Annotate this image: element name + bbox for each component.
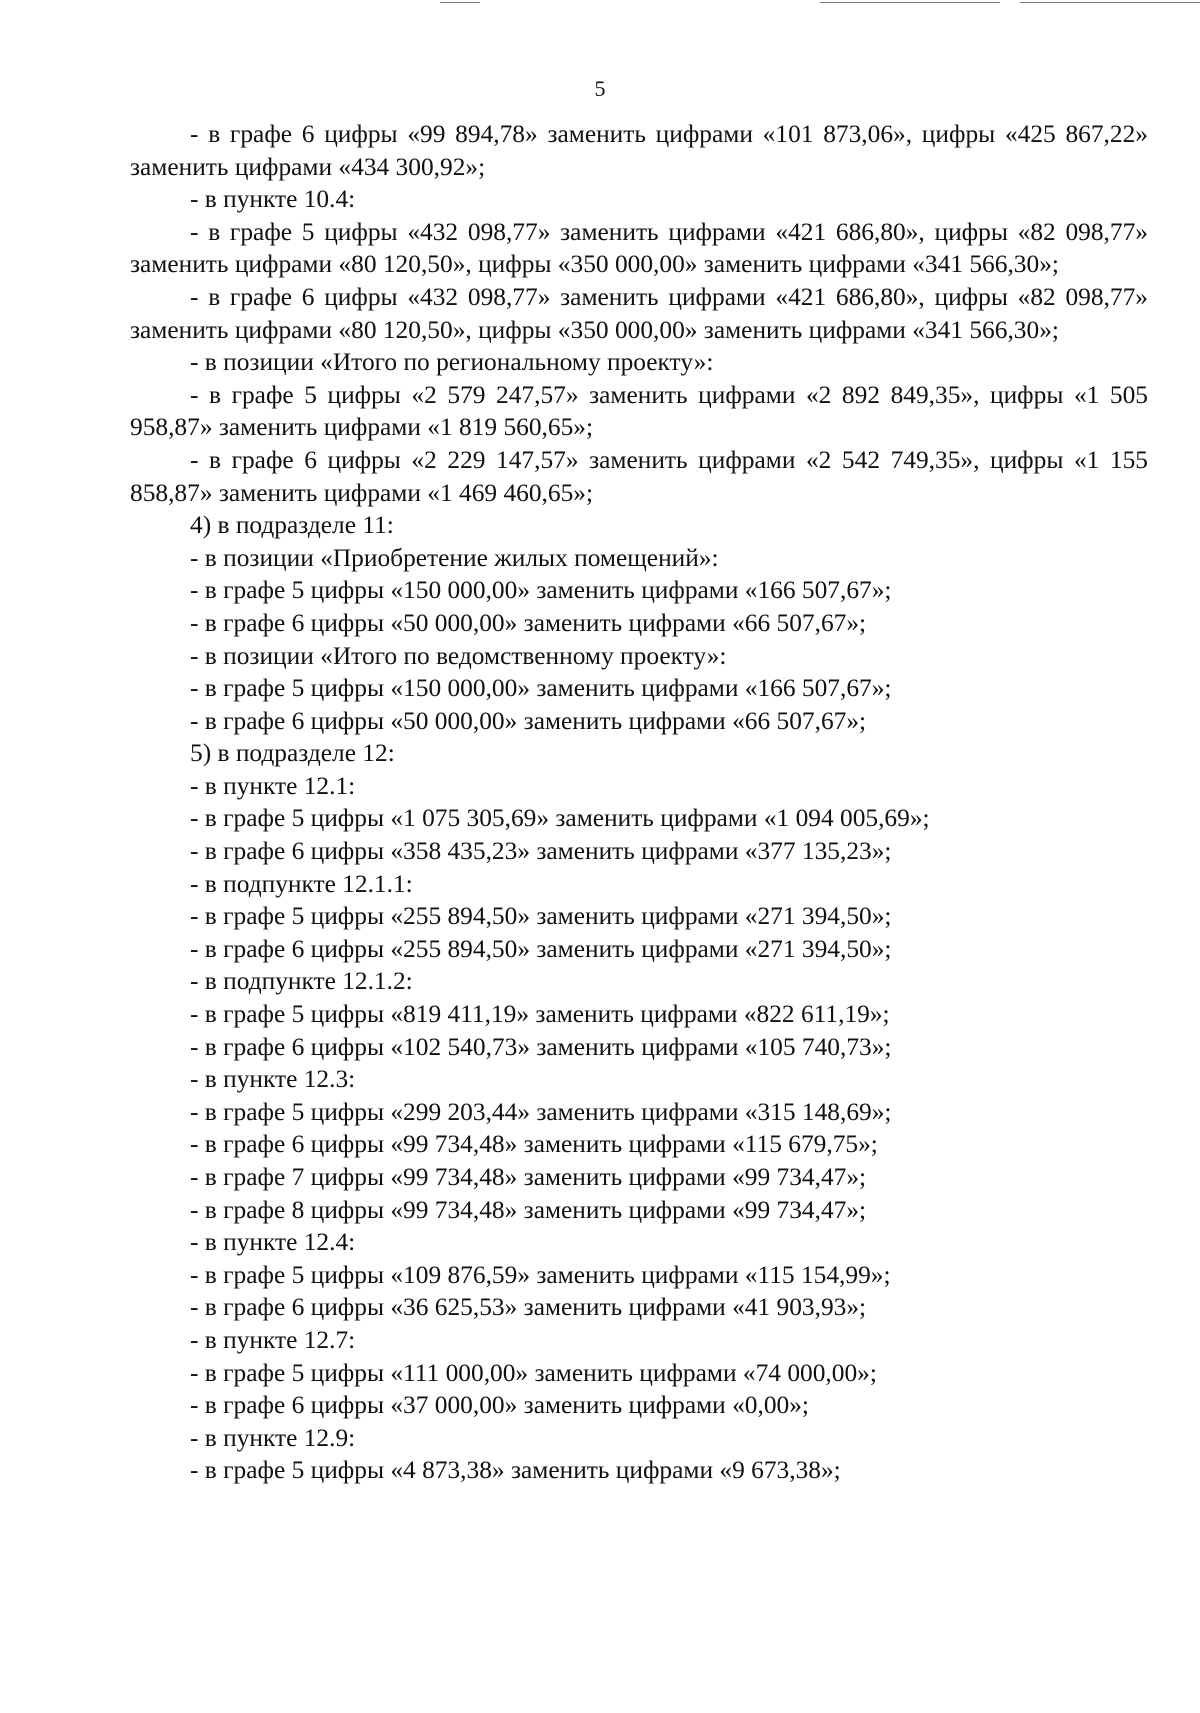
document-paragraph: - в графе 6 цифры «50 000,00» заменить цифрами «66 507,67»;	[190, 706, 867, 735]
document-paragraph: - в графе 8 цифры «99 734,48» заменить цифрами «99 734,47»;	[190, 1195, 867, 1224]
document-paragraph: - в графе 5 цифры «111 000,00» заменить цифрами «74 000,00»;	[190, 1358, 877, 1387]
document-paragraph: - в пункте 10.4:	[190, 185, 356, 214]
page-number: 5	[594, 76, 606, 101]
document-paragraph: - в графе 6 цифры «432 098,77» заменить цифрами «421 686,80», цифры «82 098,77» заменить цифрами «80 120,50», цифры «350 000,00» заменить цифрами «341 566,30»;	[130, 282, 1148, 344]
document-paragraph: 5) в подразделе 12:	[190, 739, 395, 768]
document-paragraph: - в подпункте 12.1.2:	[190, 967, 413, 996]
document-paragraph: 4) в подразделе 11:	[190, 511, 394, 540]
document-paragraph: - в графе 5 цифры «109 876,59» заменить цифрами «115 154,99»;	[190, 1260, 891, 1289]
document-paragraph: - в позиции «Итого по региональному проекту»:	[190, 348, 714, 377]
scan-edge-line	[820, 2, 1000, 3]
document-paragraph: - в графе 5 цифры «819 411,19» заменить цифрами «822 611,19»;	[190, 1000, 890, 1029]
document-paragraph: - в графе 5 цифры «2 579 247,57» заменить цифрами «2 892 849,35», цифры «1 505 958,87» заменить цифрами «1 819 560,65»;	[130, 380, 1148, 442]
document-paragraph: - в графе 7 цифры «99 734,48» заменить цифрами «99 734,47»;	[190, 1163, 867, 1191]
document-body	[130, 118, 1148, 1487]
document-paragraph: - в графе 6 цифры «255 894,50» заменить цифрами «271 394,50»;	[190, 934, 892, 963]
document-paragraph: - в пункте 12.3:	[190, 1065, 356, 1094]
document-paragraph: - в графе 6 цифры «36 625,53» заменить цифрами «41 903,93»;	[190, 1293, 867, 1322]
scan-edge-line	[1020, 2, 1200, 3]
scan-edge-line	[440, 2, 480, 3]
document-paragraph: - в графе 6 цифры «50 000,00» заменить цифрами «66 507,67»;	[190, 608, 867, 637]
document-paragraph: - в графе 6 цифры «2 229 147,57» заменить цифрами «2 542 749,35», цифры «1 155 858,87» заменить цифрами «1 469 460,65»;	[130, 445, 1148, 507]
document-paragraph: - в графе 6 цифры «99 894,78» заменить цифрами «101 873,06», цифры «425 867,22» заменить цифрами «434 300,92»;	[130, 120, 1148, 181]
document-paragraph: - в графе 6 цифры «358 435,23» заменить цифрами «377 135,23»;	[190, 837, 892, 866]
document-paragraph: - в графе 5 цифры «432 098,77» заменить цифрами «421 686,80», цифры «82 098,77» заменить цифрами «80 120,50», цифры «350 000,00» заменить цифрами «341 566,30»;	[130, 217, 1148, 279]
document-paragraph: - в пункте 12.4:	[190, 1228, 356, 1257]
document-paragraph: - в графе 5 цифры «150 000,00» заменить цифрами «166 507,67»;	[190, 674, 892, 703]
document-paragraph: - в пункте 12.7:	[190, 1325, 356, 1354]
document-paragraph: - в позиции «Приобретение жилых помещений»:	[190, 543, 719, 572]
document-paragraph: - в графе 6 цифры «99 734,48» заменить цифрами «115 679,75»;	[190, 1130, 878, 1159]
document-paragraph: - в пункте 12.9:	[190, 1423, 356, 1452]
document-paragraph: - в позиции «Итого по ведомственному проекту»:	[190, 641, 727, 670]
document-paragraph: - в графе 5 цифры «255 894,50» заменить цифрами «271 394,50»;	[190, 902, 892, 931]
document-paragraph: - в графе 6 цифры «37 000,00» заменить цифрами «0,00»;	[190, 1391, 809, 1420]
document-paragraph: - в графе 5 цифры «4 873,38» заменить цифрами «9 673,38»;	[190, 1456, 841, 1485]
document-paragraph: - в пункте 12.1:	[190, 771, 356, 800]
document-paragraph: - в графе 5 цифры «1 075 305,69» заменить цифрами «1 094 005,69»;	[190, 804, 930, 833]
document-paragraph: - в графе 5 цифры «299 203,44» заменить цифрами «315 148,69»;	[190, 1097, 892, 1126]
document-paragraph: - в графе 5 цифры «150 000,00» заменить цифрами «166 507,67»;	[190, 576, 892, 605]
document-paragraph: - в подпункте 12.1.1:	[190, 869, 413, 898]
document-paragraph: - в графе 6 цифры «102 540,73» заменить цифрами «105 740,73»;	[190, 1032, 892, 1061]
